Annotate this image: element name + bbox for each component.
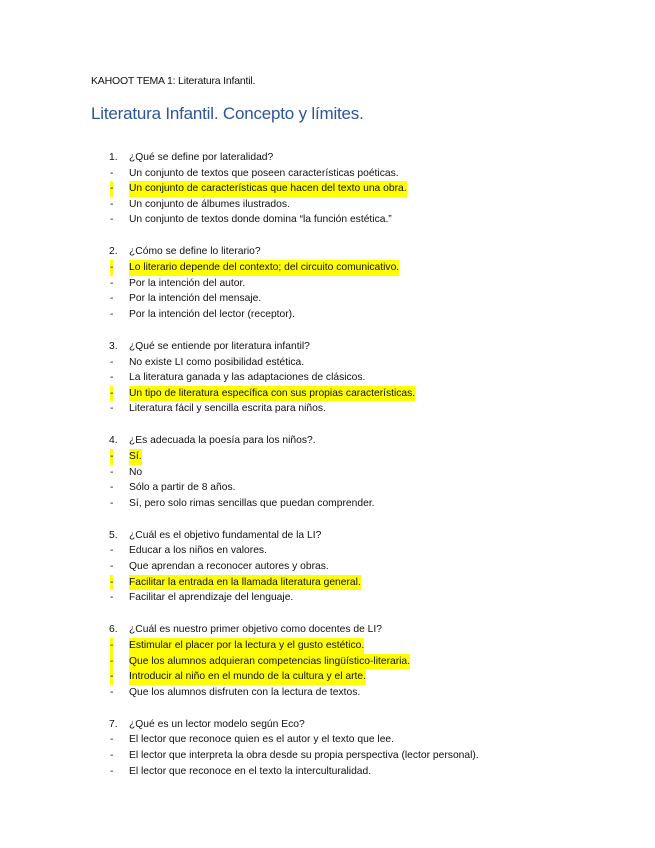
answer-option	[0, 291, 655, 307]
document-header: KAHOOT TEMA 1: Literatura Infantil.	[91, 75, 256, 87]
question-block	[0, 433, 655, 511]
bullet-dash: -	[110, 293, 114, 305]
bullet-dash: -	[110, 686, 114, 698]
answer-text: No	[129, 466, 143, 478]
answer-text: Un conjunto de textos que poseen características poéticas.	[129, 167, 399, 179]
bullet-dash: -	[110, 497, 114, 509]
question-text: ¿Cómo se define lo literario?	[129, 246, 261, 258]
answer-option-correct	[0, 575, 655, 591]
answer-text: Que los alumnos disfruten con la lectura de textos.	[129, 686, 361, 698]
answer-text: Un conjunto de características que hacen del texto una obra.	[129, 181, 407, 197]
question-text: ¿Qué se entiende por literatura infantil?	[129, 340, 310, 352]
answer-option	[0, 748, 655, 764]
bullet-dash: -	[110, 181, 113, 197]
answer-option-correct	[0, 386, 655, 402]
answer-text: Que aprendan a reconocer autores y obras.	[129, 561, 329, 573]
answer-text: Un conjunto de álbumes ilustrados.	[129, 198, 290, 210]
answer-option	[0, 212, 655, 228]
answer-option	[0, 685, 655, 701]
question-line	[0, 717, 655, 733]
answer-text: Educar a los niños en valores.	[129, 545, 267, 557]
answer-text: Introducir al niño en el mundo de la cultura y el arte.	[129, 669, 366, 685]
question-number: 7.	[109, 718, 118, 730]
question-line	[0, 528, 655, 544]
question-line	[0, 339, 655, 355]
answer-text: Sí, pero solo rimas sencillas que puedan comprender.	[129, 497, 375, 509]
answer-text: Por la intención del autor.	[129, 277, 246, 289]
question-text: ¿Cuál es nuestro primer objetivo como docentes de LI?	[129, 624, 382, 636]
bullet-dash: -	[110, 356, 114, 368]
answer-option-correct	[0, 181, 655, 197]
answer-option	[0, 465, 655, 481]
bullet-dash: -	[110, 167, 114, 179]
bullet-dash: -	[110, 308, 114, 320]
answer-option	[0, 166, 655, 182]
bullet-dash: -	[110, 750, 114, 761]
bullet-dash: -	[110, 214, 114, 226]
question-text: ¿Qué es un lector modelo según Eco?	[129, 718, 305, 730]
question-block	[0, 150, 655, 228]
question-block	[0, 717, 655, 779]
question-number: 1.	[109, 152, 118, 163]
bullet-dash: -	[110, 765, 114, 777]
answer-text: Que los alumnos adquieran competencias lingüístico-literaria.	[129, 654, 410, 670]
answer-option	[0, 764, 655, 780]
question-text: ¿Cuál es el objetivo fundamental de la LI?	[129, 529, 322, 541]
bullet-dash: -	[110, 372, 114, 384]
question-list	[0, 150, 655, 796]
answer-option	[0, 307, 655, 323]
answer-option	[0, 197, 655, 213]
answer-option	[0, 732, 655, 748]
answer-option-correct	[0, 669, 655, 685]
answer-option	[0, 543, 655, 559]
bullet-dash: -	[110, 592, 114, 604]
bullet-dash: -	[110, 449, 113, 465]
bullet-dash: -	[110, 654, 113, 670]
bullet-dash: -	[110, 734, 114, 746]
bullet-dash: -	[110, 466, 114, 478]
question-number: 3.	[109, 340, 118, 352]
bullet-dash: -	[110, 575, 113, 591]
bullet-dash: -	[110, 545, 114, 557]
section-title: Literatura Infantil. Concepto y límites.	[91, 104, 364, 123]
question-line	[0, 150, 655, 166]
answer-option-correct	[0, 260, 655, 276]
question-block	[0, 339, 655, 417]
answer-text: Un conjunto de textos donde domina “la función estética.”	[129, 214, 392, 226]
bullet-dash: -	[110, 277, 114, 289]
bullet-dash: -	[110, 198, 114, 210]
answer-option	[0, 355, 655, 371]
answer-text: No existe LI como posibilidad estética.	[129, 356, 305, 368]
answer-text: El lector que reconoce en el texto la interculturalidad.	[129, 765, 372, 777]
answer-option	[0, 590, 655, 606]
question-number: 4.	[109, 435, 118, 447]
question-number: 2.	[109, 246, 118, 258]
question-block	[0, 244, 655, 322]
bullet-dash: -	[110, 403, 114, 415]
answer-text: Por la intención del mensaje.	[129, 293, 262, 305]
bullet-dash: -	[110, 669, 113, 685]
bullet-dash: -	[110, 561, 114, 573]
answer-text: Literatura fácil y sencilla escrita para niños.	[129, 403, 326, 415]
bullet-dash: -	[110, 260, 113, 276]
answer-text: El lector que interpreta la obra desde su propia perspectiva (lector personal).	[129, 750, 479, 761]
answer-option	[0, 480, 655, 496]
answer-text: Un tipo de literatura específica con sus propias características.	[129, 386, 415, 402]
bullet-dash: -	[110, 386, 113, 402]
answer-option	[0, 559, 655, 575]
answer-option-correct	[0, 449, 655, 465]
question-block	[0, 528, 655, 606]
question-block	[0, 622, 655, 700]
answer-text: Sí.	[129, 449, 142, 465]
answer-text: Sólo a partir de 8 años.	[129, 482, 236, 494]
bullet-dash: -	[110, 482, 114, 494]
answer-text: Estimular el placer por la lectura y el gusto estético.	[129, 638, 364, 654]
answer-option	[0, 496, 655, 512]
question-line	[0, 622, 655, 638]
answer-option-correct	[0, 654, 655, 670]
question-number: 5.	[109, 529, 118, 541]
answer-option-correct	[0, 638, 655, 654]
question-text: ¿Es adecuada la poesía para los niños?.	[129, 435, 316, 447]
answer-option	[0, 276, 655, 292]
question-line	[0, 433, 655, 449]
question-number: 6.	[109, 624, 118, 636]
answer-text: Facilitar la entrada en la llamada literatura general.	[129, 575, 361, 591]
bullet-dash: -	[110, 638, 113, 654]
question-line	[0, 244, 655, 260]
answer-option	[0, 401, 655, 417]
question-text: ¿Qué se define por lateralidad?	[129, 152, 274, 163]
answer-text: La literatura ganada y las adaptaciones de clásicos.	[129, 372, 366, 384]
answer-text: El lector que reconoce quien es el autor y el texto que lee.	[129, 734, 395, 746]
answer-text: Por la intención del lector (receptor).	[129, 308, 295, 320]
answer-text: Lo literario depende del contexto; del circuito comunicativo.	[129, 260, 399, 276]
answer-option	[0, 370, 655, 386]
answer-text: Facilitar el aprendizaje del lenguaje.	[129, 592, 294, 604]
